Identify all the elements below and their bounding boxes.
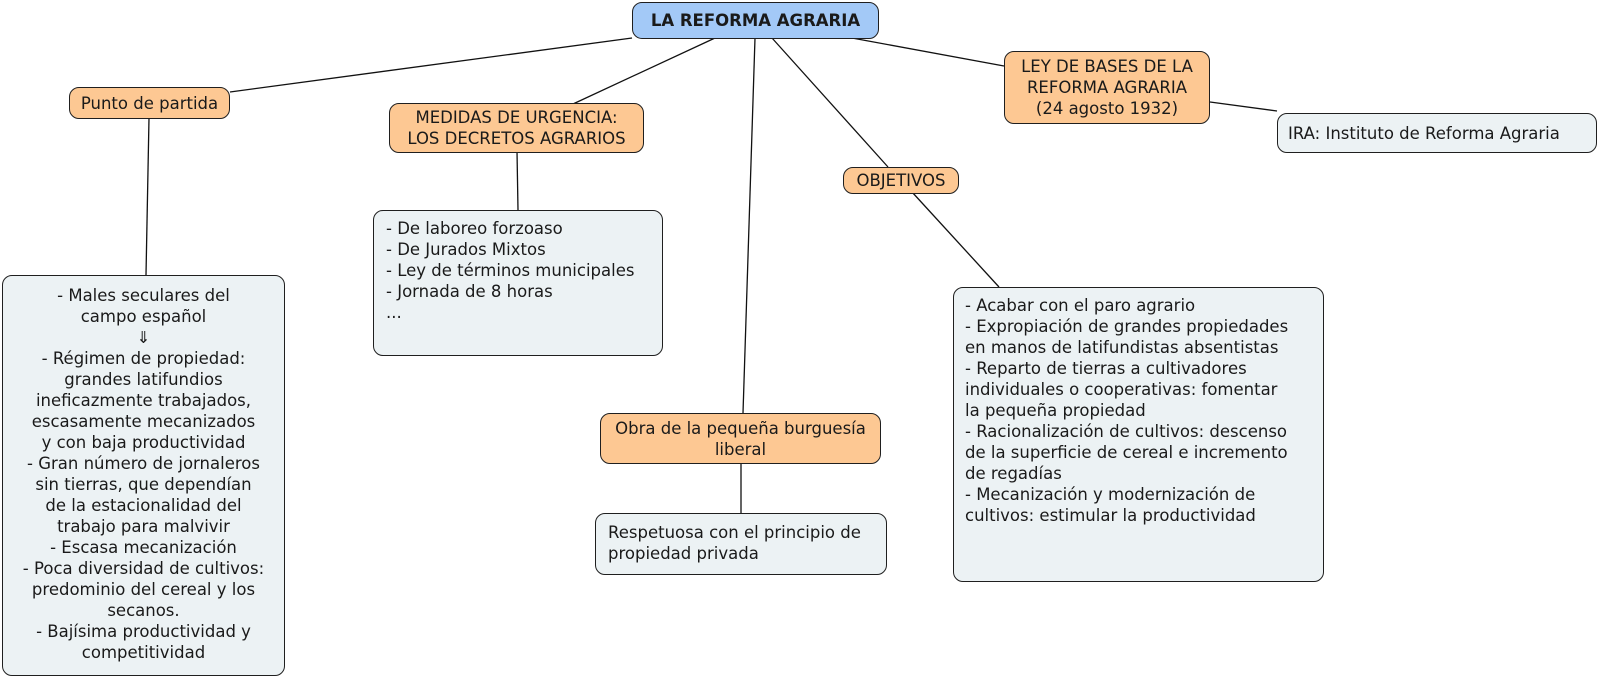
detail-line: ...: [386, 303, 402, 322]
detail-line: - Poca diversidad de cultivos:: [22, 559, 265, 578]
detail-line: - Jornada de 8 horas: [386, 282, 553, 301]
detail-line: - Expropiación de grandes propiedades: [965, 317, 1289, 336]
root-node[interactable]: [632, 2, 879, 39]
punto-partida-details[interactable]: [2, 275, 285, 676]
objetivos-details[interactable]: [953, 287, 1324, 582]
detail-line: la pequeña propiedad: [965, 401, 1146, 420]
connector-root-ley: [852, 38, 1004, 66]
detail-line: grandes latifundios: [64, 370, 223, 389]
connector-punto-details: [146, 118, 149, 275]
detail-line: - Bajísima productividad y: [36, 622, 251, 641]
detail-line: - Males seculares del: [57, 286, 230, 305]
objetivos-label: OBJETIVOS: [856, 171, 946, 190]
obra-burguesia-node[interactable]: [600, 413, 881, 464]
connector-root-medidas: [573, 38, 715, 104]
detail-line: - Ley de términos municipales: [386, 261, 635, 280]
detail-line: - Régimen de propiedad:: [41, 349, 246, 368]
ley-bases-node[interactable]: [1004, 51, 1210, 124]
punto-partida-label: Punto de partida: [80, 93, 219, 113]
ley-label-line: REFORMA AGRARIA: [1026, 78, 1188, 97]
detail-line: y con baja productividad: [41, 433, 246, 452]
detail-line: - Racionalización de cultivos: descenso: [965, 422, 1288, 441]
detail-line: cultivos: estimular la productividad: [965, 506, 1256, 525]
connector-root-obra: [743, 38, 755, 413]
detail-line: de regadías: [965, 464, 1062, 483]
detail-line: trabajo para malvivir: [57, 517, 230, 536]
ira-node[interactable]: [1277, 113, 1597, 153]
detail-line: predominio del cereal y los: [31, 580, 256, 599]
detail-line: escasamente mecanizados: [31, 412, 256, 431]
connector-root-objetivos: [772, 38, 888, 167]
connector-ley-ira: [1210, 102, 1277, 111]
detail-line: de la estacionalidad del: [45, 496, 242, 515]
detail-line: - Acabar con el paro agrario: [965, 296, 1196, 315]
detail-line: Respetuosa con el principio de: [608, 523, 861, 542]
objetivos-node[interactable]: [843, 167, 959, 194]
detail-line: propiedad privada: [608, 544, 759, 563]
medidas-label-line: LOS DECRETOS AGRARIOS: [407, 129, 626, 148]
connector-medidas-details: [517, 151, 518, 210]
obra-details[interactable]: [595, 513, 887, 575]
medidas-details[interactable]: [373, 210, 663, 356]
ley-label-line: LEY DE BASES DE LA: [1021, 57, 1193, 76]
connector-root-punto: [230, 38, 632, 92]
detail-line: sin tierras, que dependían: [35, 475, 252, 494]
detail-line: competitividad: [81, 643, 206, 662]
detail-line: individuales o cooperativas: fomentar: [965, 380, 1278, 399]
detail-line: - De laboreo forzoaso: [386, 219, 563, 238]
detail-line: - Reparto de tierras a cultivadores: [965, 359, 1247, 378]
detail-line: - Escasa mecanización: [50, 538, 237, 557]
detail-line: ineficazmente trabajados,: [35, 391, 252, 410]
obra-label-line: liberal: [714, 439, 767, 459]
detail-line: - De Jurados Mixtos: [386, 240, 546, 259]
detail-line: de la superficie de cereal e incremento: [965, 443, 1288, 462]
medidas-urgencia-node[interactable]: [389, 103, 644, 153]
down-arrow-icon: ⇓: [136, 328, 151, 347]
punto-partida-node[interactable]: [69, 87, 230, 119]
connector-objetivos-details: [912, 192, 999, 287]
obra-label-line: Obra de la pequeña burguesía: [615, 418, 866, 438]
ira-label: IRA: Instituto de Reforma Agraria: [1288, 123, 1560, 143]
detail-line: en manos de latifundistas absentistas: [965, 338, 1279, 357]
detail-line: secanos.: [107, 601, 180, 620]
detail-line: - Mecanización y modernización de: [965, 485, 1256, 504]
ley-label-line: (24 agosto 1932): [1035, 99, 1179, 118]
detail-line: - Gran número de jornaleros: [27, 454, 260, 473]
root-title: LA REFORMA AGRARIA: [650, 11, 861, 30]
detail-line: campo español: [80, 307, 207, 326]
medidas-label-line: MEDIDAS DE URGENCIA:: [415, 108, 618, 127]
